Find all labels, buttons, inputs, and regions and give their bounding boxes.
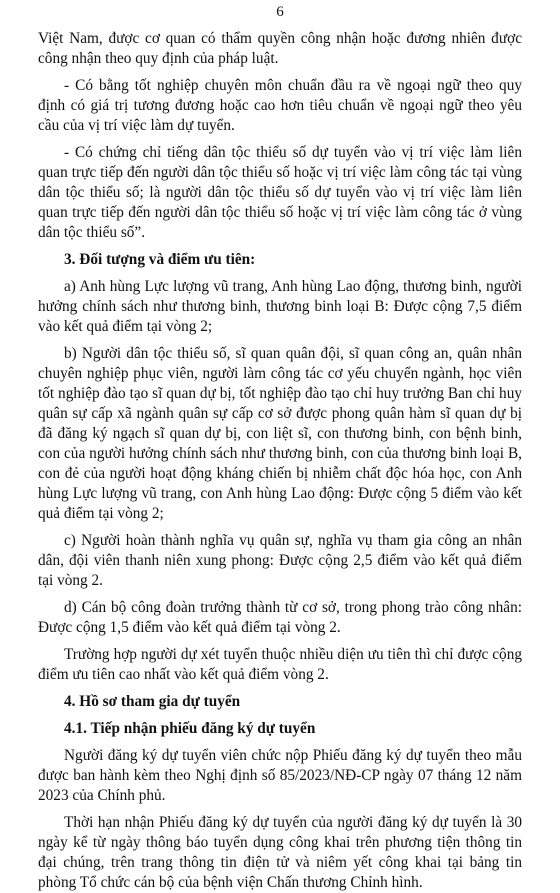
paragraph-registration-deadline: Thời hạn nhận Phiếu đăng ký dự tuyển của người đăng ký dự tuyển là 30 ngày kể từ ngày thông báo tuyển dụng công khai trên phương tiện thông tin đại chúng, trên trang thông tin điện tử và niêm yết công khai tại bảng tin phòng Tổ chức cán bộ của bệnh viện Chấn thương Chỉnh hình. [38, 814, 522, 891]
section-heading-dossier: 4. Hồ sơ tham gia dự tuyển [64, 693, 241, 710]
paragraph-ethnic-language: - Có chứng chỉ tiếng dân tộc thiểu số dự tuyển vào vị trí việc làm liên quan trực tiếp đến người dân tộc thiểu số hoặc vị trí việc làm công tác tại vùng dân tộc thiểu số; là người dân tộc thiểu số dự tuyển vào vị trí việc làm liên quan trực tiếp đến người dân tộc thiểu số hoặc vị trí việc làm công tác ở vùng dân tộc thiểu số”. [38, 144, 522, 241]
paragraph-priority-d: d) Cán bộ công đoàn trưởng thành từ cơ sở, trong phong trào công nhân: Được cộng 1,5 điểm vào kết quả điểm tại vòng 2. [38, 599, 522, 636]
paragraph-priority-note: Trường hợp người dự xét tuyển thuộc nhiều diện ưu tiên thì chỉ được cộng điểm ưu tiên cao nhất vào kết quả điểm vòng 2. [38, 646, 522, 683]
paragraph-continuation: Việt Nam, được cơ quan có thẩm quyền công nhận hoặc đương nhiên được công nhận theo quy định của pháp luật. [38, 30, 522, 67]
paragraph-priority-b: b) Người dân tộc thiểu số, sĩ quan quân đội, sĩ quan công an, quân nhân chuyên nghiệp phục viên, người làm công tác cơ yếu chuyển ngành, học viên tốt nghiệp đào tạo sĩ quan dự bị, tốt nghiệp đào tạo chỉ huy trưởng Ban chỉ huy quân sự cấp xã ngành quân sự cấp cơ sở được phong quân hàm sĩ quan dự bị đã đăng ký ngạch sĩ quan dự bị, con liệt sĩ, con thương binh, con bệnh binh, con của người hưởng chính sách như thương binh, con của thương binh loại B, con đẻ của người hoạt động kháng chiến bị nhiễm chất độc hóa học, con Anh hùng Lực lượng vũ trang, con Anh hùng Lao động: Được cộng 5 điểm vào kết quả điểm tại vòng 2; [38, 345, 522, 522]
paragraph-foreign-language: - Có bằng tốt nghiệp chuyên môn chuẩn đầu ra về ngoại ngữ theo quy định có giá trị tương đương hoặc cao hơn tiêu chuẩn về ngoại ngữ theo yêu cầu của vị trí việc làm dự tuyển. [38, 77, 522, 134]
subsection-heading-registration: 4.1. Tiếp nhận phiếu đăng ký dự tuyển [64, 720, 316, 737]
paragraph-registration-form: Người đăng ký dự tuyển viên chức nộp Phiếu đăng ký dự tuyển theo mẫu được ban hành kèm theo Nghị định số 85/2023/NĐ-CP ngày 07 tháng 12 năm 2023 của Chính phủ. [38, 747, 522, 804]
paragraph-priority-c: c) Người hoàn thành nghĩa vụ quân sự, nghĩa vụ tham gia công an nhân dân, đội viên thanh niên xung phong: Được cộng 2,5 điểm vào kết quả điểm tại vòng 2. [38, 532, 522, 589]
paragraph-priority-a: a) Anh hùng Lực lượng vũ trang, Anh hùng Lao động, thương binh, người hưởng chính sách như thương binh, thương binh loại B: Được cộng 7,5 điểm vào kết quả điểm tại vòng 2; [38, 278, 522, 335]
document-body [38, 29, 522, 893]
page-number: 6 [276, 4, 284, 20]
section-heading-priority: 3. Đối tượng và điểm ưu tiên: [64, 251, 256, 268]
